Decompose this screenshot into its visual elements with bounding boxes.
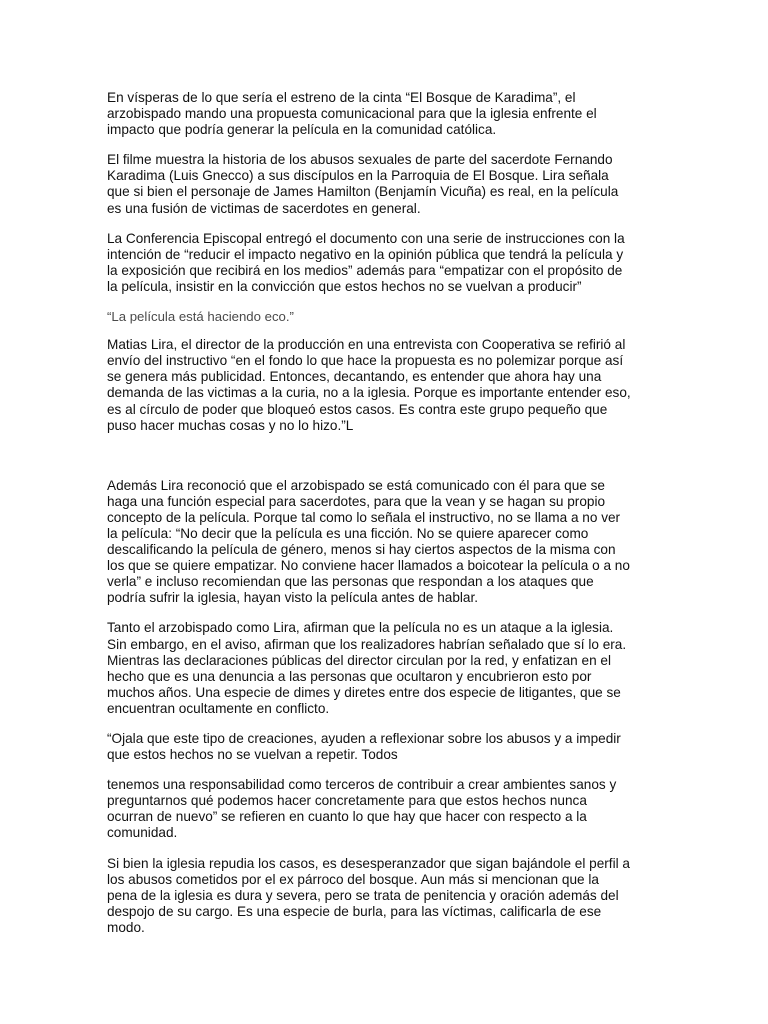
blank-space <box>107 448 631 478</box>
paragraph-special-screening: Además Lira reconoció que el arzobispado se está comunicado con él para que se haga una función especial para sacerdotes, para que la vean y se hagan su propio concepto de la película. Porque tal como lo señala el instructivo, no se llama a no ver la película: “No decir que la película es una ficción. No se quiere aparecer como descalificando la película de género, menos si hay ciertos aspectos de la misma con los que se quiere empatizar. No conviene hacer llamados a boicotear la película o a no verla” e incluso recomiendan que las personas que respondan a los ataques que podría sufrir la iglesia, hayan visto la película antes de hablar. <box>107 477 630 606</box>
paragraph-conclusion: Si bien la iglesia repudia los casos, es desesperanzador que sigan bajándole el perfil a los abusos cometidos por el ex párroco del bosque. Aun más si mencionan que la pena de la iglesia es dura y severa, pero se trata de penitencia y oración además del despojo de su cargo. Es una especie de burla, para las víctimas, calificarla de ese modo. <box>107 855 630 935</box>
paragraph-film-story: El filme muestra la historia de los abusos sexuales de parte del sacerdote Fernando Karadima (Luis Gnecco) a sus discípulos en la Parroquia de El Bosque. Lira señala que si bien el personaje de James Hamilton (Benjamín Vicuña) es real, en la película es una fusión de victimas de sacerdotes en general. <box>107 152 619 216</box>
paragraph-not-an-attack: Tanto el arzobispado como Lira, afirman que la película no es un ataque a la iglesia. Sin embargo, en el aviso, afirman que los realizadores habrían señalado que sí lo era. Mientras las declaraciones públicas del director circulan por la red, y enfatizan en el hecho que es una denuncia a las personas que ocultaron y encubrieron esto por muchos años. Una especie de dimes y diretes entre dos especie de litigantes, que se encuentran ocultamente en conflicto. <box>107 620 627 716</box>
paragraph-episcopal-conference: La Conferencia Episcopal entregó el documento con una serie de instrucciones con la intención de “reducir el impacto negativo en la opinión pública que tendrá la película y la exposición que recibirá en los medios” además para “empatizar con el propósito de la película, insistir en la convicción que estos hechos no se vuelvan a producir” <box>107 230 625 294</box>
paragraph-echo-quote: “La película está haciendo eco.” <box>107 309 294 325</box>
document-body <box>107 90 631 950</box>
paragraph-intro: En vísperas de lo que sería el estreno de la cinta “El Bosque de Karadima”, el arzobispado mando una propuesta comunicacional para que la iglesia enfrente el impacto que podría generar la película en la comunidad católica. <box>107 90 597 138</box>
paragraph-responsibility: tenemos una responsabilidad como terceros de contribuir a crear ambientes sanos y preguntarnos qué podemos hacer concretamente para que estos hechos nunca ocurran de nuevo” se refieren en cuanto lo que hay que hacer con respecto a la comunidad. <box>107 777 617 841</box>
paragraph-reflection-quote: “Ojala que este tipo de creaciones, ayuden a reflexionar sobre los abusos y a impedir que estos hechos no se vuelvan a repetir. Todos <box>107 731 621 763</box>
paragraph-matias-lira: Matias Lira, el director de la producción en una entrevista con Cooperativa se refirió al envío del instructivo “en el fondo lo que hace la propuesta es no polemizar porque así se genera más publicidad. Entonces, decantando, es entender que ahora hay una demanda de las victimas a la curia, no a la iglesia. Porque es importante entender eso, es al círculo de poder que bloqueó estos casos. Es contra este grupo pequeño que puso hacer muchas cosas y no lo hizo.”L <box>107 337 631 433</box>
